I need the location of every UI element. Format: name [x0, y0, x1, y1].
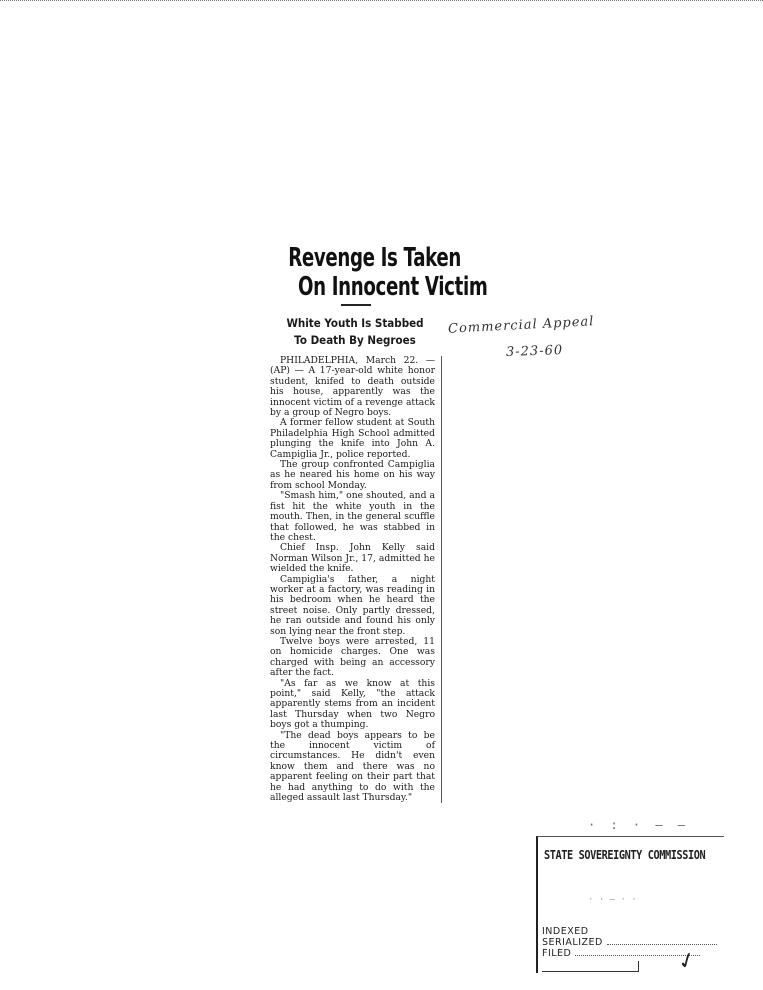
stamp-smudge: · · — · ·: [588, 895, 637, 905]
article-paragraph: "Smash him," one shouted, and a fist hit the white youth in the mouth. Then, in the general scuffle that followed, he was stabbed in the chest.: [270, 490, 435, 543]
article-paragraph: "The dead boys appears to be the innocent victim of circumstances. He didn't even know them and there was no apparent feeling on their part that he had anything to do with the alleged assault last Thursday.": [270, 729, 435, 804]
stamp-title: STATE SOVEREIGNTY COMMISSION: [544, 847, 706, 862]
article-body: [270, 356, 442, 803]
headline: [270, 243, 488, 302]
article-paragraph: Chief Insp. John Kelly said Norman Wilson Jr., 17, admitted he wielded the knife.: [270, 542, 435, 575]
headline-rule: [341, 304, 371, 306]
check-mark-icon: ✓: [674, 946, 701, 977]
stamp-serialized-dots: [607, 944, 717, 945]
subheadline: White Youth Is Stabbed To Death By Negroes: [286, 316, 424, 347]
article-paragraph: "As far as we know at this point," said Kelly, "the attack apparently stems from an incident last Thursday when two Negro boys got a thumping.: [270, 677, 435, 731]
headline-line-2: On Innocent Victim: [298, 272, 488, 302]
headline-line-1: Revenge Is Taken: [288, 243, 462, 273]
stamp-top-marks: · : · – –: [588, 818, 690, 832]
stamp-indexed-label: INDEXED: [542, 926, 589, 937]
article-paragraph: A former fellow student at South Philadelphia High School admitted plunging the knife into John A. Campiglia Jr., police reported.: [270, 417, 435, 460]
handwritten-source: Commercial Appeal: [447, 314, 595, 337]
handwritten-date: 3-23-60: [505, 343, 564, 360]
commission-stamp: [536, 836, 724, 977]
stamp-filed-label: FILED: [542, 948, 572, 959]
article-paragraph: Campiglia's father, a night worker at a factory, was reading in his bedroom when he heard the street noise. Only partly dressed, he ran outside and found his only son lying near the front step.: [270, 573, 435, 637]
article-paragraph: Twelve boys were arrested, 11 on homicide charges. One was charged with being an accessory after the fact.: [270, 635, 435, 679]
page-top-border: [0, 0, 763, 4]
article-paragraph: The group confronted Campiglia as he neared his home on his way from school Monday.: [270, 459, 435, 491]
stamp-box: [542, 961, 639, 972]
stamp-serialized-label: SERIALIZED: [542, 937, 603, 948]
stamp-indexed: [542, 926, 589, 937]
article-paragraph: PHILADELPHIA, March 22. — (AP) — A 17-year-old white honor student, knifed to death outside his house, apparently was the innocent victim of a revenge attack by a group of Negro boys.: [270, 355, 435, 419]
newspaper-clipping: [270, 243, 488, 804]
